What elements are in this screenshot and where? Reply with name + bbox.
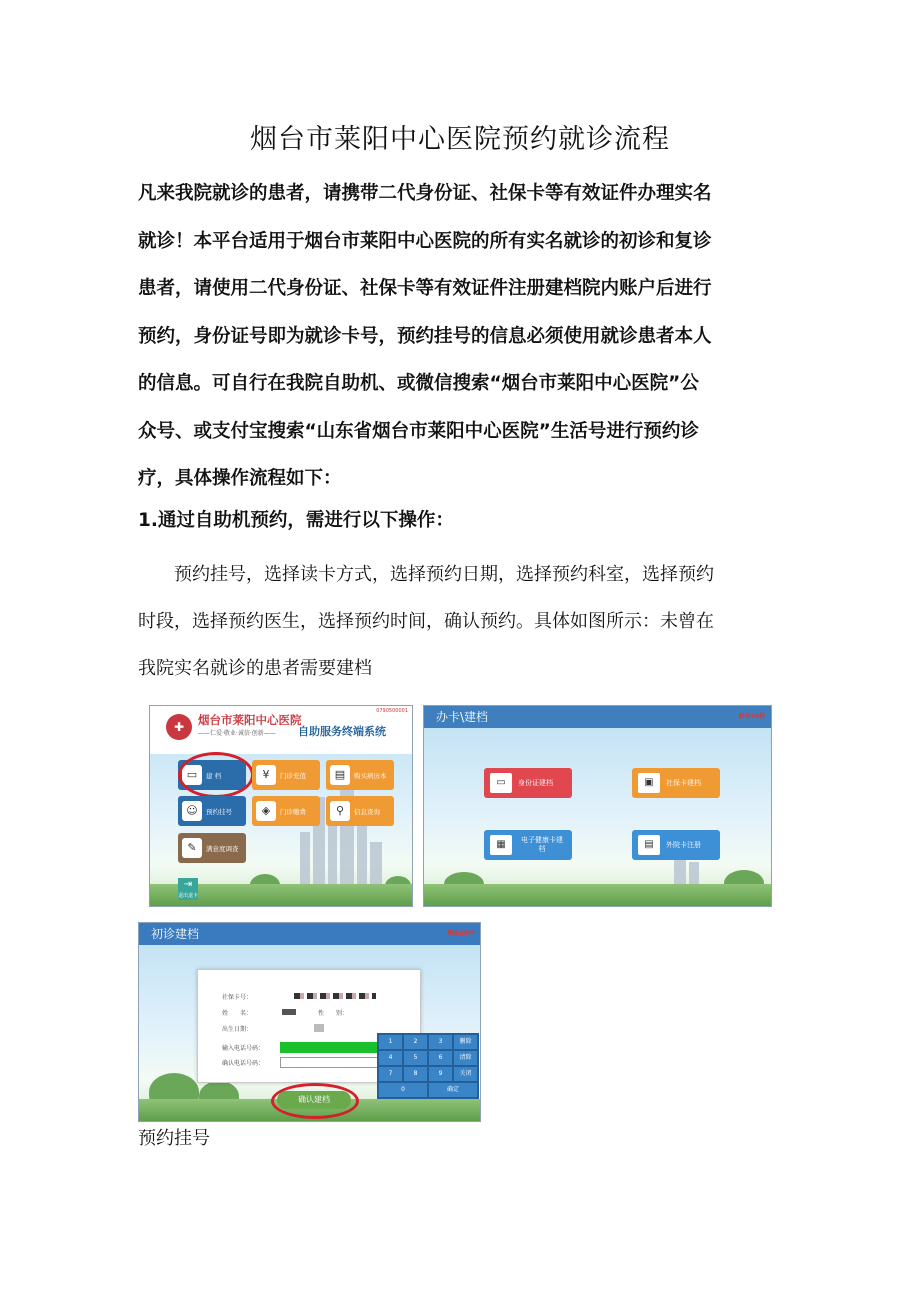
phone-label: 输入电话号码： <box>222 1045 265 1052</box>
social-card-label: 社保卡号： <box>222 994 253 1001</box>
step1-paragraph <box>138 551 788 692</box>
name-label: 姓 名： <box>222 1010 253 1017</box>
tile-label: 购买病历本 <box>354 771 387 780</box>
button-label: 社保卡建档 <box>666 779 701 787</box>
keypad-key[interactable]: 清除 <box>454 1051 477 1065</box>
payment-icon: ◈ <box>256 801 276 821</box>
redacted-value <box>314 1024 324 1032</box>
keypad-key[interactable]: 6 <box>429 1051 452 1065</box>
keypad-key[interactable]: 1 <box>379 1035 402 1049</box>
hospital-logo-icon: ✚ <box>166 714 192 740</box>
tile-label: 预约挂号 <box>206 807 232 816</box>
exit-icon: ⇥ <box>183 879 193 890</box>
health-card-icon: ▦ <box>490 835 512 855</box>
tile-buy-record-book[interactable] <box>326 760 394 790</box>
keypad-key[interactable]: 删除 <box>454 1035 477 1049</box>
social-card-register-button[interactable] <box>632 768 720 798</box>
survey-icon: ✎ <box>182 838 202 858</box>
section-caption: 预约挂号 <box>138 1128 210 1149</box>
keypad-key[interactable]: 8 <box>404 1067 427 1081</box>
tile-label: 信息查询 <box>354 807 380 816</box>
tile-label: 满意度调查 <box>206 844 239 853</box>
intro-line: 凡来我院就诊的患者，请携带二代身份证、社保卡等有效证件办理实名 <box>138 183 712 204</box>
step1-line: 预约挂号，选择读卡方式，选择预约日期，选择预约科室，选择预约 <box>138 564 714 585</box>
screen-header: 初诊建档 <box>139 923 480 945</box>
tile-info-query[interactable] <box>326 796 394 826</box>
numeric-keypad <box>377 1033 479 1099</box>
id-card-register-button[interactable] <box>484 768 572 798</box>
exit-button[interactable] <box>178 878 198 900</box>
step1-heading: 1.通过自助机预约，需进行以下操作： <box>138 510 454 531</box>
button-label: 电子健康卡建档 <box>521 836 563 853</box>
phone-input[interactable] <box>280 1042 378 1053</box>
building <box>300 832 310 892</box>
gender-label: 性 别： <box>318 1010 349 1017</box>
highlight-circle <box>178 752 254 798</box>
social-card-icon: ▣ <box>638 773 660 793</box>
exit-label: 退出退卡 <box>178 893 199 899</box>
countdown-timer: 剩余39秒 <box>447 930 474 937</box>
keypad-key[interactable]: 0 <box>379 1083 427 1097</box>
intro-paragraph <box>138 170 788 503</box>
search-icon: ⚲ <box>330 801 350 821</box>
button-label: 外院卡注册 <box>666 841 701 849</box>
birthdate-label: 出生日期： <box>222 1026 253 1033</box>
intro-line: 预约，身份证号即为就诊卡号，预约挂号的信息必须使用就诊患者本人 <box>138 325 712 347</box>
step1-line: 时段，选择预约医生，选择预约时间，确认预约。具体如图所示：未曾在 <box>138 611 714 632</box>
id-card-icon: ▭ <box>182 765 202 785</box>
keypad-key[interactable]: 2 <box>404 1035 427 1049</box>
external-card-register-button[interactable] <box>632 830 720 860</box>
kiosk-card-screenshot <box>423 705 772 907</box>
step1-line: 我院实名就诊的患者需要建档 <box>138 658 372 679</box>
wallet-icon: ¥ <box>256 765 276 785</box>
tile-satisfaction-survey[interactable] <box>178 833 246 863</box>
intro-line: 就诊！本平台适用于烟台市莱阳中心医院的所有实名就诊的初诊和复诊 <box>138 230 712 252</box>
keypad-key[interactable]: 9 <box>429 1067 452 1081</box>
tile-label: 建 档 <box>206 771 222 780</box>
keypad-key[interactable]: 确定 <box>429 1083 477 1097</box>
health-card-register-button[interactable] <box>484 830 572 860</box>
intro-line: 患者，请使用二代身份证、社保卡等有效证件注册建档院内账户后进行 <box>138 278 712 299</box>
keypad-key[interactable]: 3 <box>429 1035 452 1049</box>
hospital-name: 烟台市莱阳中心医院 <box>198 713 302 727</box>
hospital-motto: ——仁爱·敬业·诚信·创新—— <box>198 730 276 737</box>
button-label: 身份证建档 <box>518 779 553 787</box>
building <box>357 822 367 892</box>
tile-outpatient-payment[interactable] <box>252 796 320 826</box>
terminal-id: 0790500001 <box>376 708 408 714</box>
kiosk-main-screenshot <box>149 705 413 907</box>
keypad-key[interactable]: 7 <box>379 1067 402 1081</box>
intro-line: 众号、或支付宝搜索“山东省烟台市莱阳中心医院”生活号进行预约诊 <box>138 420 699 442</box>
doctor-icon: ☺ <box>182 801 202 821</box>
tile-label: 门诊充值 <box>280 771 306 780</box>
keypad-key[interactable]: 5 <box>404 1051 427 1065</box>
phone-confirm-input[interactable] <box>280 1057 378 1068</box>
system-name: 自助服务终端系统 <box>298 725 386 738</box>
confirm-record-button[interactable]: 确认建档 <box>277 1091 351 1109</box>
kiosk-form-screenshot <box>138 922 481 1122</box>
external-card-icon: ▤ <box>638 835 660 855</box>
redacted-value <box>294 993 376 999</box>
intro-line: 的信息。可自行在我院自助机、或微信搜索“烟台市莱阳中心医院”公 <box>138 373 699 394</box>
intro-line: 疗，具体操作流程如下： <box>138 468 342 489</box>
highlight-circle <box>271 1083 359 1119</box>
redacted-value <box>282 1009 296 1015</box>
tile-outpatient-topup[interactable] <box>252 760 320 790</box>
phone-confirm-label: 确认电话号码： <box>222 1060 265 1067</box>
screen-header: 办卡\建档 <box>424 706 771 728</box>
tile-label: 门诊缴费 <box>280 807 306 816</box>
keypad-key[interactable]: 关闭 <box>454 1067 477 1081</box>
id-card-icon: ▭ <box>490 773 512 793</box>
building <box>328 817 337 892</box>
countdown-timer: 剩余46秒 <box>738 713 765 720</box>
kiosk-header <box>150 706 412 754</box>
keypad-key[interactable]: 4 <box>379 1051 402 1065</box>
document-title: 烟台市莱阳中心医院预约就诊流程 <box>250 124 670 155</box>
tile-appointment[interactable] <box>178 796 246 826</box>
book-icon: ▤ <box>330 765 350 785</box>
